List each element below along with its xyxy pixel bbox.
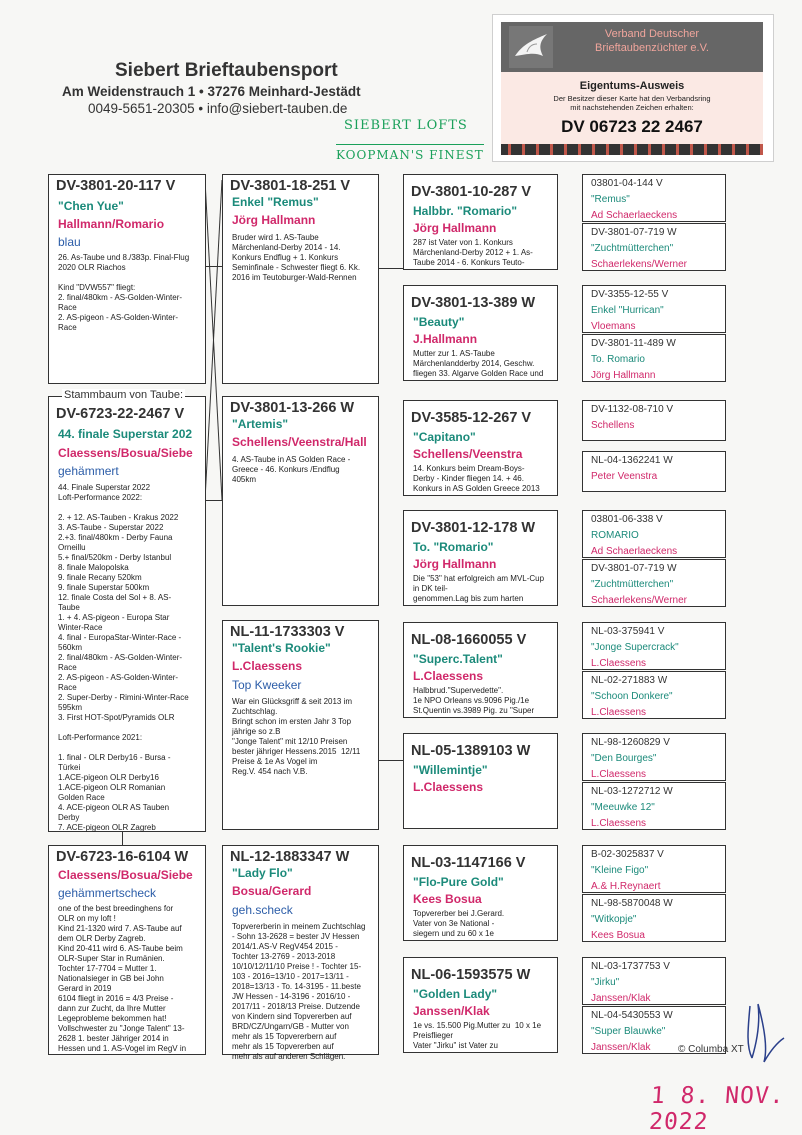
card-org-line-1: Verband Deutscher: [604, 28, 700, 40]
date-stamp: 1 8. NOV. 2022: [648, 1083, 786, 1135]
pigeon-breeder: Janssen/Klak: [591, 1042, 651, 1053]
card-ring-number: DV 06723 22 2467: [561, 117, 703, 136]
pigeon-breeder: Schaerlekens/Werner: [591, 259, 687, 270]
card-body: [501, 72, 763, 144]
connector: [378, 268, 403, 269]
ring-number: NL-03-375941 V: [591, 626, 665, 637]
pedigree-gen4-box[interactable]: [582, 510, 726, 558]
pigeon-name: "Superc.Talent": [413, 652, 503, 666]
pigeon-info: 14. Konkurs beim Dream-Boys- Derby - Kinder fliegen 14. + 46. Konkurs in AS Golden Greece 2013: [413, 464, 540, 493]
pigeon-breeder: L.Claessens: [413, 780, 484, 794]
pedigree-gen4-box[interactable]: [582, 174, 726, 222]
pigeon-info: 26. As-Taube und 8./383p. Final-Flug 2020 OLR Riachos Kind "DVW557" fliegt: 2. final/480km - AS-Golden-Winter- Race 2. AS-pigeon - AS-Golden-Winter- Race: [58, 253, 190, 332]
card-header: [501, 22, 763, 72]
pedigree-gen4-box[interactable]: [582, 223, 726, 271]
pedigree-gen4-box[interactable]: [582, 733, 726, 781]
pigeon-name: "Zuchtmütterchen": [591, 579, 674, 590]
breeder-address: Am Weidenstrauch 1 • 37276 Meinhard-Jestädt: [62, 84, 361, 99]
card-note-line-1: Der Besitzer dieser Karte hat den Verbandsring: [553, 94, 711, 103]
pigeon-name: "Willemintje": [413, 763, 488, 777]
stamp-line-2: KOOPMAN'S FINEST: [336, 144, 484, 162]
pigeon-breeder: A.& H.Reynaert: [591, 881, 661, 892]
pigeon-breeder: Jörg Hallmann: [413, 221, 497, 235]
pigeon-breeder: L.Claessens: [413, 669, 484, 683]
pedigree-gen4-box[interactable]: [582, 894, 726, 942]
pigeon-info: Topvererberin in meinem Zuchtschlag - Sohn 13-2628 = bester JV Hessen 2014/1.AS-V RegV454 2015 - Tochter 13-2769 - 2013-2018 10/10/12/11/10 Preise ! - Tochter 15- 103 - 2016=13/10 - 2017=13/11 - 2018=13/13 - To. 14-3195 - 11.beste JW Hessen - 14-3196 - 2016/10 - 2017/11 - 2018/13 Preise. Dutzende von Kindern sind Topvererben auf BRD/CZ/Ungarn/GB - Mutter von mehr als 15 Topvererbern auf mehr als 15 Topvererben auf mehr als auf anderen Schlägen.: [232, 922, 366, 1061]
ring-number: NL-98-5870048 W: [591, 898, 673, 909]
pedigree-gen4-box[interactable]: [582, 400, 726, 441]
breeder-name: Siebert Brieftaubensport: [115, 60, 338, 81]
pigeon-breeder: Schellens/Veenstra: [413, 447, 523, 461]
ring-number: NL-03-1272712 W: [591, 786, 673, 797]
ring-number: NL-03-1147166 V: [411, 855, 526, 871]
stamp-line-1: SIEBERT LOFTS: [344, 118, 468, 133]
pedigree-sire[interactable]: [48, 174, 206, 384]
pigeon-breeder: Schellens/Veenstra/Hall: [232, 435, 367, 449]
pigeon-breeder: Peter Veenstra: [591, 471, 658, 482]
card-title: Eigentums-Ausweis: [579, 80, 685, 92]
pedigree-gen3-box[interactable]: [403, 285, 558, 381]
pigeon-name: Halbbr. "Romario": [413, 204, 518, 218]
pedigree-subject[interactable]: [48, 396, 206, 832]
ownership-card: [492, 14, 774, 162]
pigeon-breeder: L.Claessens: [591, 658, 647, 669]
ring-number: NL-11-1733303 V: [230, 624, 345, 640]
pigeon-name: "Capitano": [413, 430, 476, 444]
pigeon-name: "Talent's Rookie": [232, 641, 331, 655]
pigeon-breeder: Bosua/Gerard: [232, 884, 312, 898]
pedigree-gen3-box[interactable]: [403, 510, 558, 606]
ring-number: NL-05-1389103 W: [411, 743, 531, 759]
pedigree-dam[interactable]: [48, 845, 206, 1055]
pedigree-gen2-box[interactable]: [222, 396, 379, 606]
pedigree-gen3-box[interactable]: [403, 845, 558, 941]
pedigree-gen4-box[interactable]: [582, 451, 726, 492]
pigeon-name: ROMARIO: [591, 530, 639, 541]
ring-number: B-02-3025837 V: [591, 849, 664, 860]
pigeon-name: "Super Blauwke": [591, 1026, 666, 1037]
pigeon-name: "Jonge Supercrack": [591, 642, 679, 653]
pigeon-name: "Jirku": [591, 977, 620, 988]
ring-number: NL-12-1883347 W: [230, 849, 350, 865]
pigeon-breeder: Kees Bosua: [413, 892, 482, 906]
pedigree-gen3-box[interactable]: [403, 957, 558, 1053]
ring-number: NL-08-1660055 V: [411, 632, 527, 648]
pigeon-breeder: Schellens: [591, 420, 635, 431]
pigeon-breeder: J.Hallmann: [413, 332, 478, 346]
pigeon-name: Enkel "Hurrican": [591, 305, 664, 316]
pigeon-name: "Meeuwke 12": [591, 802, 655, 813]
pigeon-breeder: Hallmann/Romario: [58, 217, 165, 231]
ring-number: 03801-06-338 V: [591, 514, 663, 525]
ring-number: DV-3801-11-489 W: [591, 338, 676, 349]
pigeon-color: blau: [58, 235, 81, 249]
pigeon-name: "Lady Flo": [232, 866, 293, 880]
pigeon-name: Enkel "Remus": [232, 195, 319, 209]
pigeon-info: 44. Finale Superstar 2022 Loft-Performance 2022: 2. + 12. AS-Tauben - Krakus 2022 3. AS-Taube - Superstar 2022 2.+3. final/480km - Derby Fauna Orneillu 5.+ final/520km - Derby Istanbul 8. finale Malopolska 9. finale Recany 520km 9. finale Superstar 500km 12. finale Costa del Sol + 8. AS- Taube 1. + 4. AS-pigeon - Europa Star Winter-Race 4. final - EuropaStar-Winter-Race - 560km 2. final/480km - AS-Golden-Winter- Race 2. AS-pigeon - AS-Golden-Winter- Race 2. Super-Derby - Rimini-Winter-Race 595km 3. First HOT-Spot/Pyramids OLR Loft-Performance 2021: 1. final - OLR Derby16 - Bursa - Türkei 1.ACE-pigeon OLR Derby16 1.ACE-pigeon OLR Romanian Golden Race 4. ACE-pigeon OLR AS Tauben Derby 7. ACE-pigeon OLR Zagreb: [58, 483, 189, 832]
ring-number: DV-3801-13-389 W: [411, 295, 536, 311]
pigeon-breeder: Jörg Hallmann: [591, 370, 656, 381]
pigeon-breeder: Kees Bosua: [591, 930, 645, 941]
pigeon-breeder: Schaerlekens/Werner: [591, 595, 687, 606]
pedigree-gen3-box[interactable]: [403, 174, 558, 270]
pigeon-breeder: Vloemans: [591, 321, 636, 332]
pedigree-gen2-box[interactable]: [222, 174, 379, 384]
pedigree-gen4-box[interactable]: [582, 559, 726, 607]
card-note: [501, 94, 763, 112]
pedigree-gen2-box[interactable]: [222, 845, 379, 1061]
pigeon-name: "Remus": [591, 194, 630, 205]
ring-number: NL-04-5430553 W: [591, 1010, 673, 1021]
ring-number: NL-03-1737753 V: [591, 961, 670, 972]
pigeon-name: "Chen Yue": [58, 199, 124, 213]
pedigree-gen3-box[interactable]: [403, 733, 558, 829]
ring-number: DV-3801-07-719 W: [591, 227, 677, 238]
pigeon-name: "Flo-Pure Gold": [413, 875, 504, 889]
software-credit: © Columba XT: [678, 1044, 744, 1055]
connector: [378, 760, 403, 761]
pigeon-name: "Kleine Figo": [591, 865, 649, 876]
ring-number: 03801-04-144 V: [591, 178, 663, 189]
pigeon-info: one of the best breedinghens for OLR on my loft ! Kind 21-1320 wird 7. AS-Taube auf dem OLR Derby Zagreb. Kind 20-411 wird 6. AS-Taube beim OLR-Super Star in Rumänien. Tochter 17-7704 = Mutter 1. Nationalsieger in GB bei John Gerard in 2019 6104 fliegt in 2016 = 4/3 Preise - dann zur Zucht, da Ihre Mutter Legeprobleme bekommen hat! Vollschwester zu "Jonge Talent" 13- 2628 1. bester Jähriger 2014 in Hessen und 1. AS-Vogel im RegV in: [58, 904, 187, 1053]
pigeon-info: War ein Glücksgriff & seit 2013 im Zuchtschlag. Bringt schon im ersten Jahr 3 Top jährige so z.B "Jonge Talent" mit 12/10 Preisen bester jähriger Hessens.2015 12/11 Preise & 1e As Vogel im Reg.V. 454 nach V.B.: [232, 697, 361, 776]
pigeon-breeder: Jörg Hallmann: [232, 213, 316, 227]
card-pattern-strip: [501, 144, 763, 155]
pigeon-breeder: L.Claessens: [591, 707, 647, 718]
card-note-line-2: mit nachstehenden Zeichen erhalten:: [570, 103, 694, 112]
pigeon-name: To. "Romario": [413, 540, 494, 554]
pedigree-gen4-box[interactable]: [582, 957, 726, 1005]
card-org-line-2: Brieftaubenzüchter e.V.: [595, 42, 709, 54]
breeder-contact: 0049-5651-20305 • info@siebert-tauben.de: [88, 101, 348, 116]
pigeon-breeder: Claessens/Bosua/Siebe: [58, 446, 193, 460]
pigeon-breeder: Ad Schaerlaeckens: [591, 546, 678, 557]
pigeon-name: "Beauty": [413, 315, 465, 329]
pedigree-gen3-box[interactable]: [403, 400, 558, 496]
ring-number: DV-3801-10-287 V: [411, 184, 532, 200]
pigeon-color: gehämmertscheck: [58, 886, 157, 900]
pedigree-gen4-box[interactable]: [582, 845, 726, 893]
pigeon-info: Bruder wird 1. AS-Taube Märchenland-Derby 2014 - 14. Konkurs Endflug + 1. Konkurs Seminfinale - Schwester fliegt 6. Kk. 2016 im Teutoburger-Wald-Rennen: [232, 233, 361, 282]
pedigree-gen4-box[interactable]: [582, 782, 726, 830]
pigeon-breeder: L.Claessens: [591, 818, 647, 829]
pedigree-gen2-box[interactable]: [222, 620, 379, 830]
ring-number: DV-3801-18-251 V: [230, 178, 351, 194]
pigeon-breeder: Jörg Hallmann: [413, 557, 497, 571]
pedigree-gen3-box[interactable]: [403, 622, 558, 718]
pigeon-info: 287 ist Vater von 1. Konkurs Märchenland-Derby 2012 + 1. As- Taube 2014 - 6. Konkurs Teuto-: [413, 238, 533, 267]
pigeon-name: "Witkopje": [591, 914, 637, 925]
ring-number: NL-02-271883 W: [591, 675, 668, 686]
pigeon-info: Die "53" hat erfolgreich am MVL-Cup in DK teil- genommen.Lag bis zum harten: [413, 574, 545, 603]
pigeon-breeder: Janssen/Klak: [591, 993, 651, 1004]
pigeon-breeder: L.Claessens: [591, 769, 647, 780]
pedigree-gen4-box[interactable]: [582, 285, 726, 333]
ring-number: DV-1132-08-710 V: [591, 404, 674, 415]
pigeon-color: gehämmert: [58, 464, 119, 478]
stammbaum-label: Stammbaum von Taube:: [64, 389, 184, 401]
pigeon-color: Top Kweeker: [232, 678, 302, 692]
ring-number: DV-3355-12-55 V: [591, 289, 669, 300]
pigeon-info: Mutter zur 1. AS-Taube Märchenlandderby 2014, Geschw. fliegen 33. Algarve Golden Race und: [413, 349, 544, 378]
pigeon-info: Halbbrud."Supervedette". 1e NPO Orleans vs.9096 Pig./1e St.Quentin vs.3989 Pig. zu "Super: [413, 686, 535, 715]
pigeon-name: "Den Bourges": [591, 753, 657, 764]
ring-number: DV-3585-12-267 V: [411, 410, 532, 426]
pigeon-info: 4. AS-Taube in AS Golden Race - Greece - 46. Konkurs /Endflug 405km: [232, 455, 351, 484]
pigeon-name: To. Romario: [591, 354, 645, 365]
ring-number: DV-3801-12-178 W: [411, 520, 536, 536]
pedigree-gen4-box[interactable]: [582, 671, 726, 719]
pigeon-name: "Schoon Donkere": [591, 691, 673, 702]
pigeon-name: "Zuchtmütterchen": [591, 243, 674, 254]
ring-number: DV-3801-07-719 W: [591, 563, 677, 574]
ring-number: NL-04-1362241 W: [591, 455, 673, 466]
pigeon-color: geh.scheck: [232, 903, 293, 917]
pedigree-gen4-box[interactable]: [582, 622, 726, 670]
pigeon-info: Topvererber bei J.Gerard. Vater von 3e National - siegern und zu 60 x 1e: [413, 909, 505, 938]
ring-number: DV-3801-20-117 V: [56, 178, 176, 194]
pigeon-breeder: Ad Schaerlaeckens: [591, 210, 678, 221]
pigeon-info: 1e vs. 15.500 Pig.Mutter zu 10 x 1e Preisflieger Vater "Jirku" ist Vater zu: [413, 1021, 542, 1050]
pigeon-name: "Artemis": [232, 417, 289, 431]
pigeon-name: "Golden Lady": [413, 987, 498, 1001]
pigeon-breeder: L.Claessens: [232, 659, 303, 673]
pigeon-name: 44. finale Superstar 202: [58, 427, 193, 441]
pedigree-gen4-box[interactable]: [582, 334, 726, 382]
pigeon-breeder: Janssen/Klak: [413, 1004, 490, 1018]
pigeon-breeder: Claessens/Bosua/Siebe: [58, 868, 193, 882]
ring-number: DV-3801-13-266 W: [230, 400, 355, 416]
ring-number: NL-06-1593575 W: [411, 967, 531, 983]
ring-number: NL-98-1260829 V: [591, 737, 670, 748]
signature-icon: [738, 998, 788, 1066]
ring-number: DV-6723-16-6104 W: [56, 849, 189, 865]
ring-number: DV-6723-22-2467 V: [56, 406, 185, 422]
